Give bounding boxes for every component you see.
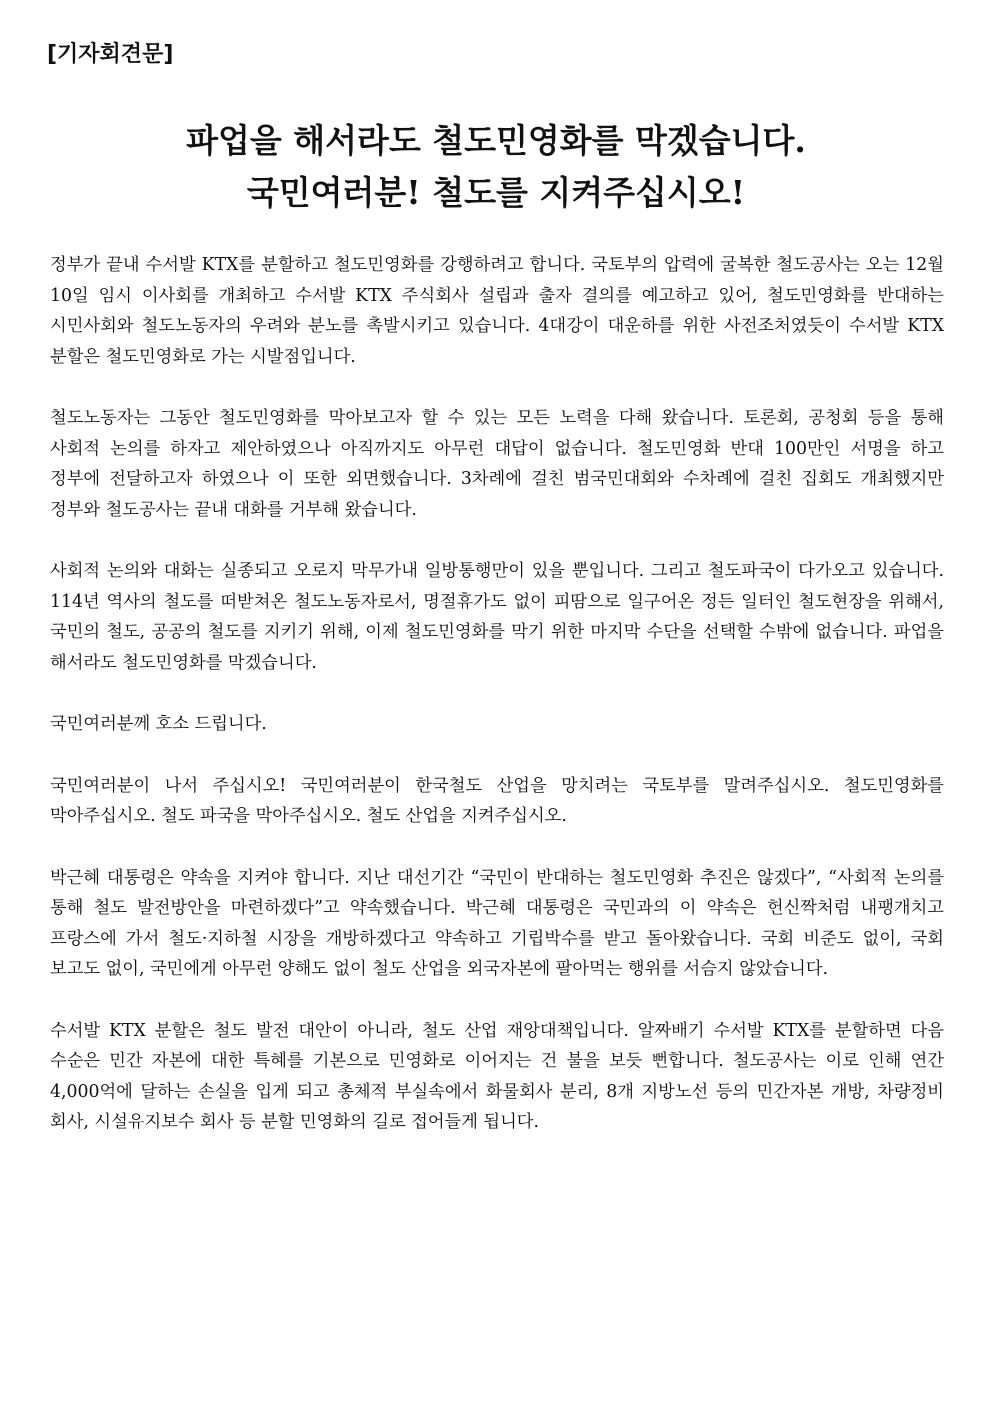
- paragraph-2: 철도노동자는 그동안 철도민영화를 막아보고자 할 수 있는 모든 노력을 다해 왔습니다. 토론회, 공청회 등을 통해 사회적 논의를 하자고 제안하였으나 아직까지도 아무런 대답이 없습니다. 철도민영화 반대 100만인 서명을 하고 정부에 전달하고자 하였으나 이 또한 외면했습니다. 3차례에 걸친 범국민대회와 수차례에 걸친 집회도 개최했지만 정부와 철도공사는 끝내 대화를 거부해 왔습니다.: [50, 408, 944, 520]
- document-type-label: [기자회견문]: [47, 42, 174, 67]
- paragraph-6: 박근혜 대통령은 약속을 지켜야 합니다. 지난 대선기간 “국민이 반대하는 철도민영화 추진은 않겠다”, “사회적 논의를 통해 철도 발전방안을 마련하겠다”고 약속했습니다. 박근혜 대통령은 국민과의 이 약속은 헌신짝처럼 내팽개치고 프랑스에 가서 철도·지하철 시장을 개방하겠다고 약속하고 기립박수를 받고 돌아왔습니다. 국회 비준도 없이, 국회 보고도 없이, 국민에게 아무런 양해도 없이 철도 산업을 외국자본에 팔아먹는 행위를 서슴지 않았습니다.: [50, 867, 944, 979]
- headline: [0, 115, 992, 219]
- headline-line-1: 파업을 해서라도 철도민영화를 막겠습니다.: [186, 121, 806, 160]
- body-text: [50, 250, 944, 1169]
- paragraph-7: 수서발 KTX 분할은 철도 발전 대안이 아니라, 철도 산업 재앙대책입니다. 알짜배기 수서발 KTX를 분할하면 다음 수순은 민간 자본에 대한 특혜를 기본으로 민영화로 이어지는 건 불을 보듯 뻔합니다. 철도공사는 이로 인해 연간 4,000억에 달하는 손실을 입게 되고 총체적 부실속에서 화물회사 분리, 8개 지방노선 등의 민간자본 개방, 차량정비 회사, 시설유지보수 회사 등 분할 민영화의 길로 접어들게 됩니다.: [50, 1020, 944, 1132]
- paragraph-4: 국민여러분께 호소 드립니다.: [50, 714, 267, 734]
- paragraph-5: 국민여러분이 나서 주십시오! 국민여러분이 한국철도 산업을 망치려는 국토부를 말려주십시오. 철도민영화를 막아주십시오. 철도 파국을 막아주십시오. 철도 산업을 지켜주십시오.: [50, 775, 944, 826]
- paragraph-1: 정부가 끝내 수서발 KTX를 분할하고 철도민영화를 강행하려고 합니다. 국토부의 압력에 굴복한 철도공사는 오는 12월 10일 임시 이사회를 개최하고 수서발 KTX 주식회사 설립과 출자 결의를 예고하고 있어, 철도민영화를 반대하는 시민사회와 철도노동자의 우려와 분노를 촉발시키고 있습니다. 4대강이 대운하를 위한 사전조처였듯이 수서발 KTX 분할은 철도민영화로 가는 시발점입니다.: [50, 255, 944, 367]
- headline-line-2: 국민여러분! 철도를 지켜주십시오!: [246, 173, 746, 212]
- paragraph-3: 사회적 논의와 대화는 실종되고 오로지 막무가내 일방통행만이 있을 뿐입니다. 그리고 철도파국이 다가오고 있습니다. 114년 역사의 철도를 떠받쳐온 철도노동자로서, 명절휴가도 없이 피땀으로 일구어온 정든 일터인 철도현장을 위해서, 국민의 철도, 공공의 철도를 지키기 위해, 이제 철도민영화를 막기 위한 마지막 수단을 선택할 수밖에 없습니다. 파업을 해서라도 철도민영화를 막겠습니다.: [50, 561, 944, 673]
